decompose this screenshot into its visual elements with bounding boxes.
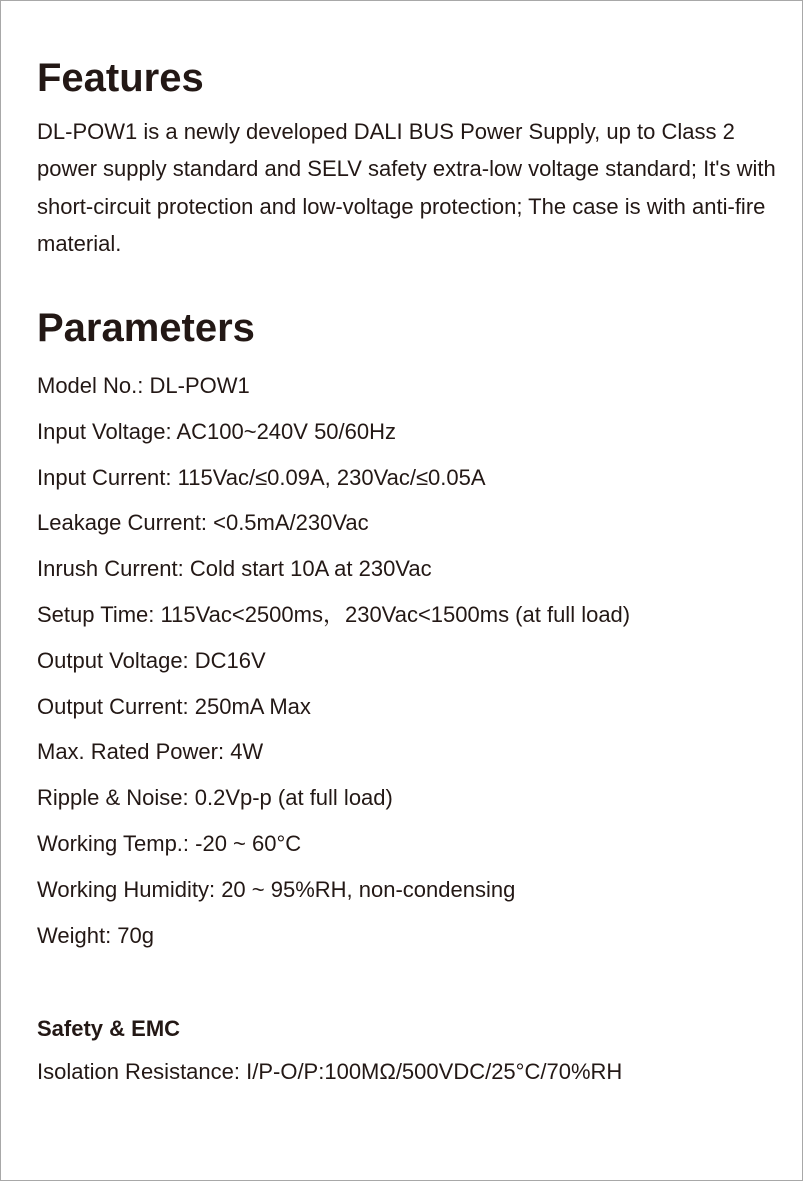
safety-emc-heading: Safety & EMC bbox=[37, 1016, 181, 1041]
features-heading: Features bbox=[37, 56, 204, 100]
param-input-voltage: Input Voltage: AC100~240V 50/60Hz bbox=[37, 418, 397, 444]
param-working-temp: Working Temp.: -20 ~ 60°C bbox=[37, 830, 302, 856]
param-input-current: Input Current: 115Vac/≤0.09A, 230Vac/≤0.05A bbox=[37, 464, 486, 490]
param-model-no: Model No.: DL-POW1 bbox=[37, 373, 250, 398]
param-output-current: Output Current: 250mA Max bbox=[37, 693, 311, 719]
features-description: DL-POW1 is a newly developed DALI BUS Power Supply, up to Class 2 power supply standard and SELV safety extra-low voltage standard; It's with short-circuit protection and low-voltage protection; The case is with anti-fire material. bbox=[37, 119, 776, 256]
param-output-voltage: Output Voltage: DC16V bbox=[37, 647, 266, 673]
param-leakage-current: Leakage Current: <0.5mA/230Vac bbox=[37, 510, 369, 536]
param-max-rated-power: Max. Rated Power: 4W bbox=[37, 739, 264, 765]
parameters-list bbox=[37, 363, 630, 958]
param-ripple-noise: Ripple & Noise: 0.2Vp-p (at full load) bbox=[37, 785, 393, 811]
param-setup-time: Setup Time: 115Vac<2500ms，230Vac<1500ms (at full load) bbox=[37, 601, 631, 627]
parameters-heading: Parameters bbox=[37, 306, 255, 350]
param-working-humidity: Working Humidity: 20 ~ 95%RH, non-condensing bbox=[37, 876, 516, 902]
param-inrush-current: Inrush Current: Cold start 10A at 230Vac bbox=[37, 556, 432, 582]
safety-isolation-resistance: Isolation Resistance: I/P-O/P:100MΩ/500VDC/25°C/70%RH bbox=[37, 1059, 623, 1084]
param-weight: Weight: 70g bbox=[37, 922, 155, 948]
